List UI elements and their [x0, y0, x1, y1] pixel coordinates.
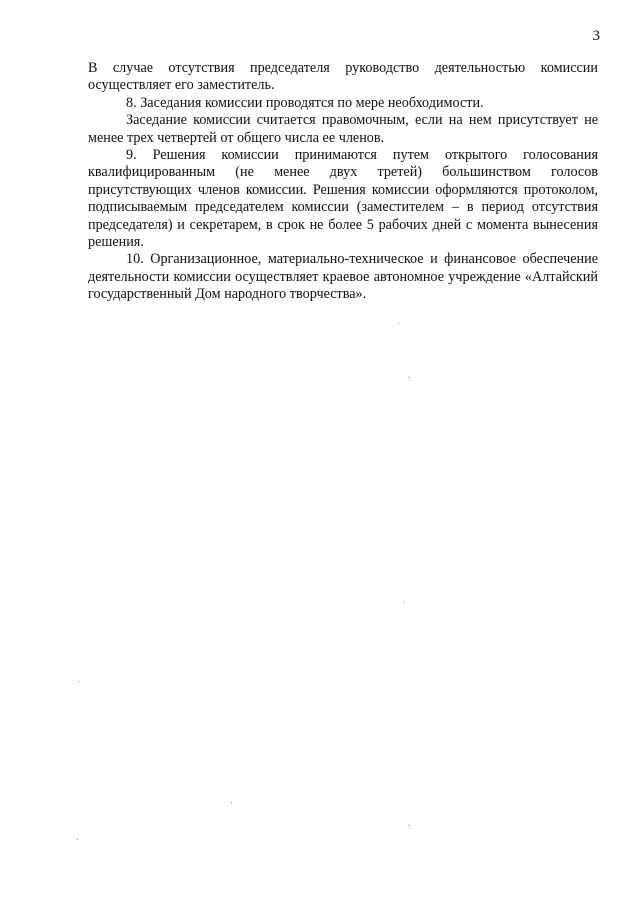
paragraph-chair-absence: В случае отсутствия председателя руководство деятельностью комиссии осуществляет его заместитель. [88, 60, 598, 94]
scan-speck [231, 802, 232, 803]
scan-speck [398, 323, 399, 324]
paragraph-item-9-decisions: 9. Решения комиссии принимаются путем открытого голосования квалифицированным (не менее двух третей) большинством голосов присутствующих членов комиссии. Решения комиссии оформляются протоколом, подписываемым председателем комиссии (заместителем – в период отсутствия председателя) и секретарем, в срок не более 5 рабочих дней с момента вынесения решения. [88, 147, 598, 251]
scan-speck [78, 681, 79, 682]
paragraph-quorum: Заседание комиссии считается правомочным, если на нем присутствует не менее трех четвертей от общего числа ее членов. [88, 112, 598, 146]
paragraph-item-8-meetings: 8. Заседания комиссии проводятся по мере необходимости. [126, 94, 484, 111]
scan-speck [408, 377, 409, 378]
paragraph-item-10-support: 10. Организационное, материально-техническое и финансовое обеспечение деятельности комиссии осуществляет краевое автономное учреждение «Алтайский государственный Дом народного творчества». [88, 251, 598, 303]
page-number: 3 [592, 28, 600, 44]
scan-speck [77, 839, 78, 840]
document-body [88, 60, 598, 304]
scan-speck [403, 602, 404, 603]
scan-speck [408, 825, 409, 826]
